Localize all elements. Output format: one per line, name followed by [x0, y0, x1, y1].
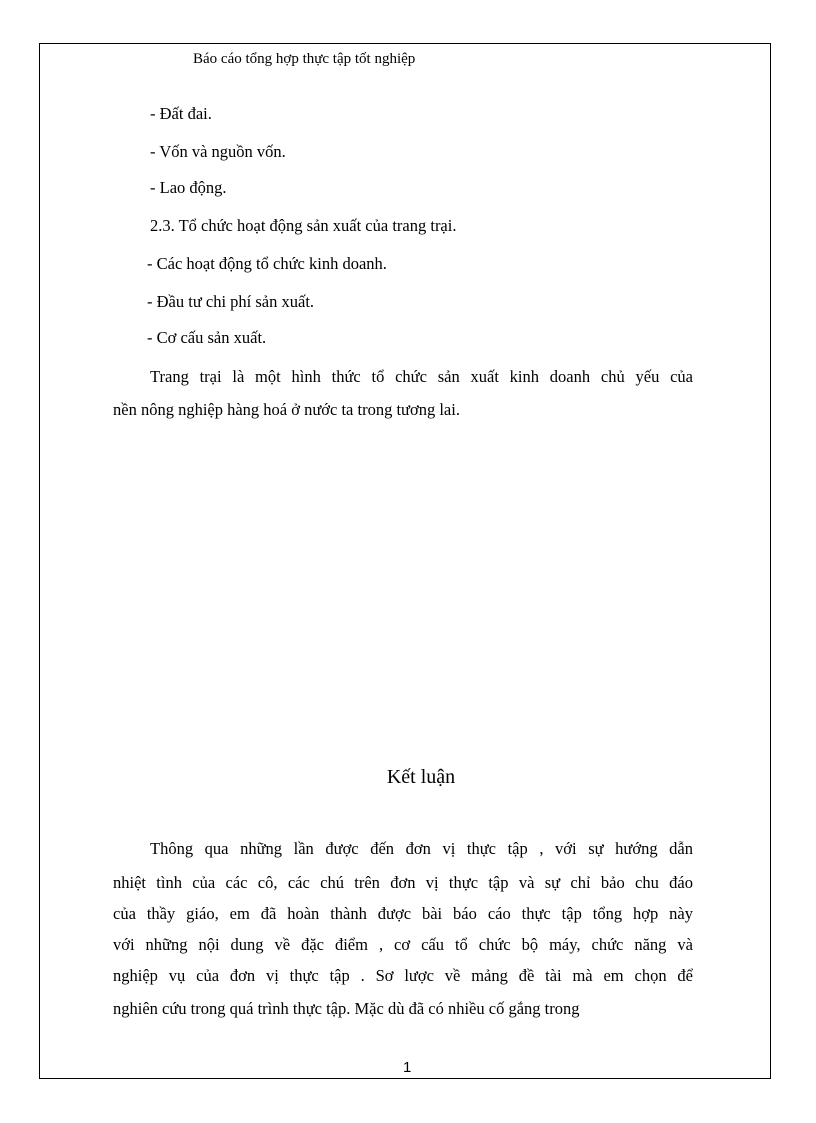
section-heading-2-3: 2.3. Tổ chức hoạt động sản xuất của trang trại. — [150, 216, 457, 235]
page-number: 1 — [403, 1059, 412, 1076]
list-item-land: - Đất đai. — [150, 104, 212, 123]
conclusion-line-1: Thông qua những lần được đến đơn vị thực tập , với sự hướng dẫn — [150, 839, 693, 858]
conclusion-line-5: nghiệp vụ của đơn vị thực tập . Sơ lược về mảng đề tài mà em chọn để — [113, 966, 693, 985]
paragraph-farm-line-1: Trang trại là một hình thức tổ chức sản xuất kinh doanh chủ yếu của — [150, 367, 693, 386]
conclusion-title: Kết luận — [386, 766, 456, 788]
conclusion-line-3: của thầy giáo, em đã hoàn thành được bài báo cáo thực tập tổng hợp này — [113, 904, 693, 923]
conclusion-line-4: với những nội dung về đặc điểm , cơ cấu tổ chức bộ máy, chức năng và — [113, 935, 693, 954]
list-item-production-structure: - Cơ cấu sản xuất. — [147, 328, 267, 347]
list-item-investment-costs: - Đầu tư chi phí sản xuất. — [147, 292, 315, 311]
list-item-capital: - Vốn và nguồn vốn. — [150, 142, 286, 161]
conclusion-line-6: nghiên cứu trong quá trình thực tập. Mặc dù đã có nhiều cố gắng trong — [113, 999, 580, 1018]
list-item-business-activities: - Các hoạt động tổ chức kinh doanh. — [147, 254, 387, 273]
paragraph-farm-line-2: nền nông nghiệp hàng hoá ở nước ta trong tương lai. — [113, 400, 460, 419]
conclusion-line-2: nhiệt tình của các cô, các chú trên đơn vị thực tập và sự chỉ bảo chu đáo — [113, 873, 693, 892]
list-item-labor: - Lao động. — [150, 178, 227, 197]
running-header: Báo cáo tổng hợp thực tập tốt nghiệp — [193, 51, 416, 67]
